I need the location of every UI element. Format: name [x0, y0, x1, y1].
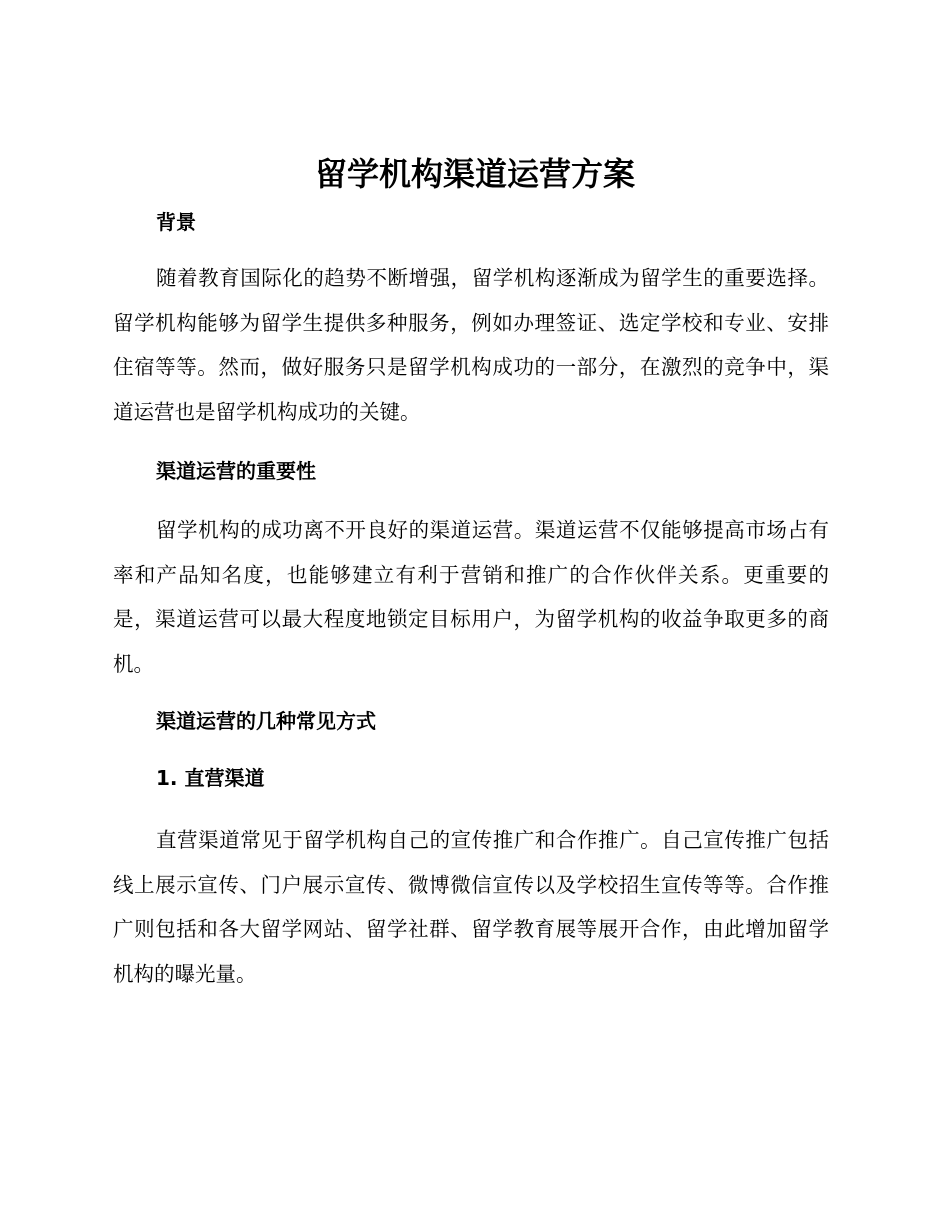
section-heading-background: 背景	[156, 210, 196, 234]
section-paragraph-background: 随着教育国际化的趋势不断增强，留学机构逐渐成为留学生的重要选择。留学机构能够为留学生提供多种服务，例如办理签证、选定学校和专业、安排住宿等等。然而，做好服务只是留学机构成功的一部分，在激烈的竞争中，渠道运营也是留学机构成功的关键。	[113, 266, 829, 424]
page-title: 留学机构渠道运营方案	[314, 155, 635, 193]
section-paragraph-importance: 留学机构的成功离不开良好的渠道运营。渠道运营不仅能够提高市场占有率和产品知名度，也能够建立有利于营销和推广的合作伙伴关系。更重要的是，渠道运营可以最大程度地锁定目标用户，为留学机构的收益争取更多的商机。	[113, 518, 829, 676]
section-paragraph-direct-channel: 直营渠道常见于留学机构自己的宣传推广和合作推广。自己宣传推广包括线上展示宣传、门户展示宣传、微博微信宣传以及学校招生宣传等等。合作推广则包括和各大留学网站、留学社群、留学教育展等展开合作，由此增加留学机构的曝光量。	[113, 828, 829, 986]
section-heading-common-methods: 渠道运营的几种常见方式	[156, 709, 376, 733]
section-heading-importance: 渠道运营的重要性	[156, 459, 316, 483]
section-heading-direct-channel: 1. 直营渠道	[156, 766, 265, 790]
